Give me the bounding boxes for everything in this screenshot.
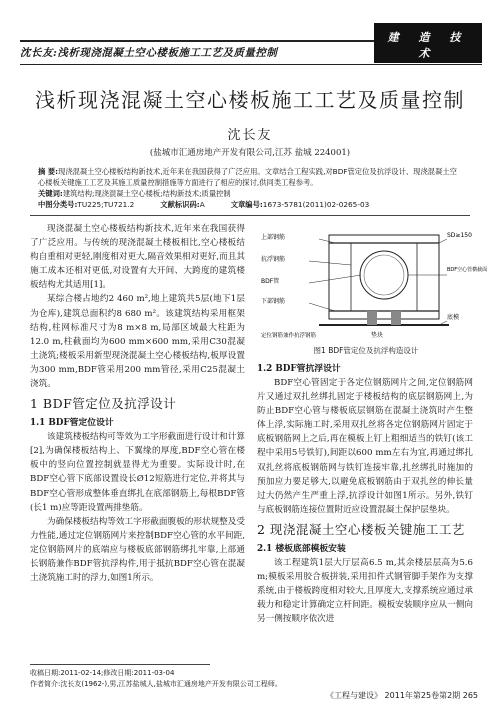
positioning-paragraph: 该建筑楼板结构可等效为工字形截面进行设计和计算[2],为确保楼板结构上、下翼缘的厚度,BDF空心管在楼板中的竖向位置控制就显得尤为重要。实际设计时,在BDF空心管下底部设置设长Ø12短筋进行定位,并将其与BDF空心管形成整体垂直绑扎在底部钢筋上,每根BDF管(长1 m)应等距设置两排垫筋。	[30, 432, 245, 513]
project-paragraph: 某综合楼占地约2 460 m²,地上建筑共5层(地下1层为仓库),建筑总面积约8 680 m²。该建筑结构采用框架结构,柱网标准尺寸为8 m×8 m,局部区域最大柱距为12.0 m,柱截面均为600 mm×600 mm,采用C30混凝土浇筑;楼板采用新型现浇混凝土空心楼板结构,板厚设置为300 mm,BDF管采用200 mm管径,采用C25混凝土浇筑。	[30, 294, 245, 390]
bdf-tube-inner	[364, 255, 404, 295]
right-column	[257, 362, 473, 626]
spacer-block	[391, 311, 401, 325]
section-2-1-heading: 2.1 楼板底部模板安装	[257, 543, 346, 554]
journal-box-cn: 建 造 技 术	[387, 31, 469, 60]
journal-logo-box	[374, 23, 482, 74]
leader-line	[309, 303, 335, 311]
doc-code-label: 文献标识码:	[160, 200, 200, 209]
journal-footer: 《工程与建设》 2011年第25卷第2期 265	[326, 691, 478, 700]
left-column	[30, 222, 245, 585]
formwork-paragraph: 该工程建筑1层大厅层高6.5 m,其余楼层层高为5.6 m;模板采用胶合板拼装,采用扣件式钢管脚手架作为支撑系统,由于楼板跨度相对较大,且厚度大,支撑系统应通过承载力和稳定计算确定立杆间距。模板安装顺序应从一侧向另一侧按顺序依次进	[257, 557, 473, 625]
doc-code-value: A	[199, 200, 205, 209]
label-bottom-rebar: 下部钢筋	[261, 298, 286, 305]
footnote-block	[30, 668, 282, 690]
label-anti-float: 抗浮钢筋	[261, 256, 286, 263]
section-1-heading: 1 BDF管定位及抗浮设计	[30, 396, 177, 412]
article-no-label: 文章编号:	[230, 200, 263, 209]
clc-value: TU225;TU721.2	[77, 200, 135, 209]
abstract-divider	[30, 215, 470, 216]
slab-outline	[329, 235, 439, 319]
label-top-rebar: 上部钢筋	[261, 234, 286, 241]
abstract-block	[38, 166, 464, 210]
mesh-paragraph: 为确保楼板结构等效工字形截面腹板的形状规整及受力性能,通过定位钢筋网片来控制BDF空心管的水平间距,定位钢筋网片的底端应与楼板底部钢筋绑扎牢靠,上部通长钢筋兼作BDF管抗浮构件,用于抵抗BDF空心管在混凝土浇筑施工时的浮力,如图1所示。	[30, 516, 245, 584]
label-bdf-cross: BDF空心管横截面	[447, 267, 488, 273]
section-2-heading: 2 现浇混凝土空心楼板关键施工工艺	[257, 521, 465, 537]
label-positioning: 定位钢筋兼作抗浮钢筋	[261, 333, 317, 339]
label-sd: SD≥150	[447, 232, 472, 239]
label-bdf: BDF管	[261, 278, 280, 285]
received-date: 收稿日期:2011-02-14;修改日期:2011-03-04	[30, 669, 175, 677]
intro-paragraph: 现浇混凝土空心楼板结构新技术,近年来在我国获得了广泛应用。与传统的现浇混凝土楼板相比,空心楼板结构自重相对更轻,刚度相对更大,隔音效果相对更好,而且其施工成本还相对更低,对设置有大开间、大跨度的建筑楼板结构尤其适用[1]。	[30, 224, 245, 291]
figure-1-caption: 图1 BDF管定位及抗浮构造设计	[313, 346, 419, 355]
bdf-tube-circle	[360, 251, 408, 299]
author-name: 沈长友	[227, 128, 273, 143]
keywords-text: 建筑结构;现浇混凝土空心楼板;结构新技术;质量控制	[62, 189, 231, 198]
label-bottom-formwork: 底模	[447, 314, 460, 321]
author-info: 作者简介:沈长友(1962-),男,江苏盐城人,盐城市汇通房地产开发有限公司工程师。	[30, 680, 282, 688]
article-title: 浅析现浇混凝土空心楼板施工工艺及质量控制	[35, 88, 465, 112]
abstract-label: 摘 要:	[38, 167, 59, 176]
leader-line	[309, 275, 361, 283]
running-header	[20, 31, 482, 74]
abstract-text: 现浇混凝土空心楼板结构新技术,近年来在我国获得了广泛应用。文章结合工程实践,对BDF管定位及抗浮设计、现浇混凝土空心楼板关键施工工艺及其施工质量控制措施等方面进行了相应的探讨,供同类工程参考。	[38, 167, 457, 187]
leader-line	[309, 261, 351, 265]
running-title: 沈长友:浅析现浇混凝土空心楼板施工工艺及质量控制	[20, 47, 278, 59]
classification-row	[38, 199, 464, 210]
journal-box-en: JIANZHAOJISHU	[384, 65, 472, 74]
section-1-2-heading: 1.2 BDF管抗浮设计	[257, 364, 341, 374]
affiliation: (盐城市汇通房地产开发有限公司,江苏 盐城 224001)	[149, 148, 351, 158]
label-spacer: 垫块	[371, 332, 384, 339]
figure-1-diagram	[259, 225, 488, 343]
article-no-value: 1673-5781(2011)02-0265-03	[262, 200, 370, 209]
section-1-1-heading: 1.1 BDF管定位设计	[30, 418, 114, 429]
anti-float-paragraph: BDF空心管固定于各定位钢筋网片之间,定位钢筋网片又通过双扎丝绑扎固定于楼板结构的底层钢筋网上,为防止BDF空心管与楼板底层钢筋在混凝土浇筑时产生整体上浮,实际施工时,采用双扎丝将各定位钢筋网片固定于底板钢筋网上之后,再在模板上钉上粗细适当的铁钉(该工程中采用5号铁钉),间距以600 mm左右为宜,再通过绑扎双扎丝将底板钢筋网与铁钉连接牢靠,扎丝绑扎时施加的预加应力要足够大,以避免底板钢筋由于双扎丝的伸长量过大仍然产生严重上浮,抗浮设计如图1所示。另外,铁钉与底板钢筋连接位置附近应设置混凝土保护层垫块。	[257, 378, 473, 515]
footnote-divider	[30, 664, 210, 665]
leader-line	[439, 239, 447, 243]
spacer-block	[367, 311, 377, 325]
leader-line	[319, 239, 335, 243]
keywords-label: 关键词:	[38, 189, 63, 198]
clc-label: 中图分类号:	[38, 200, 78, 209]
